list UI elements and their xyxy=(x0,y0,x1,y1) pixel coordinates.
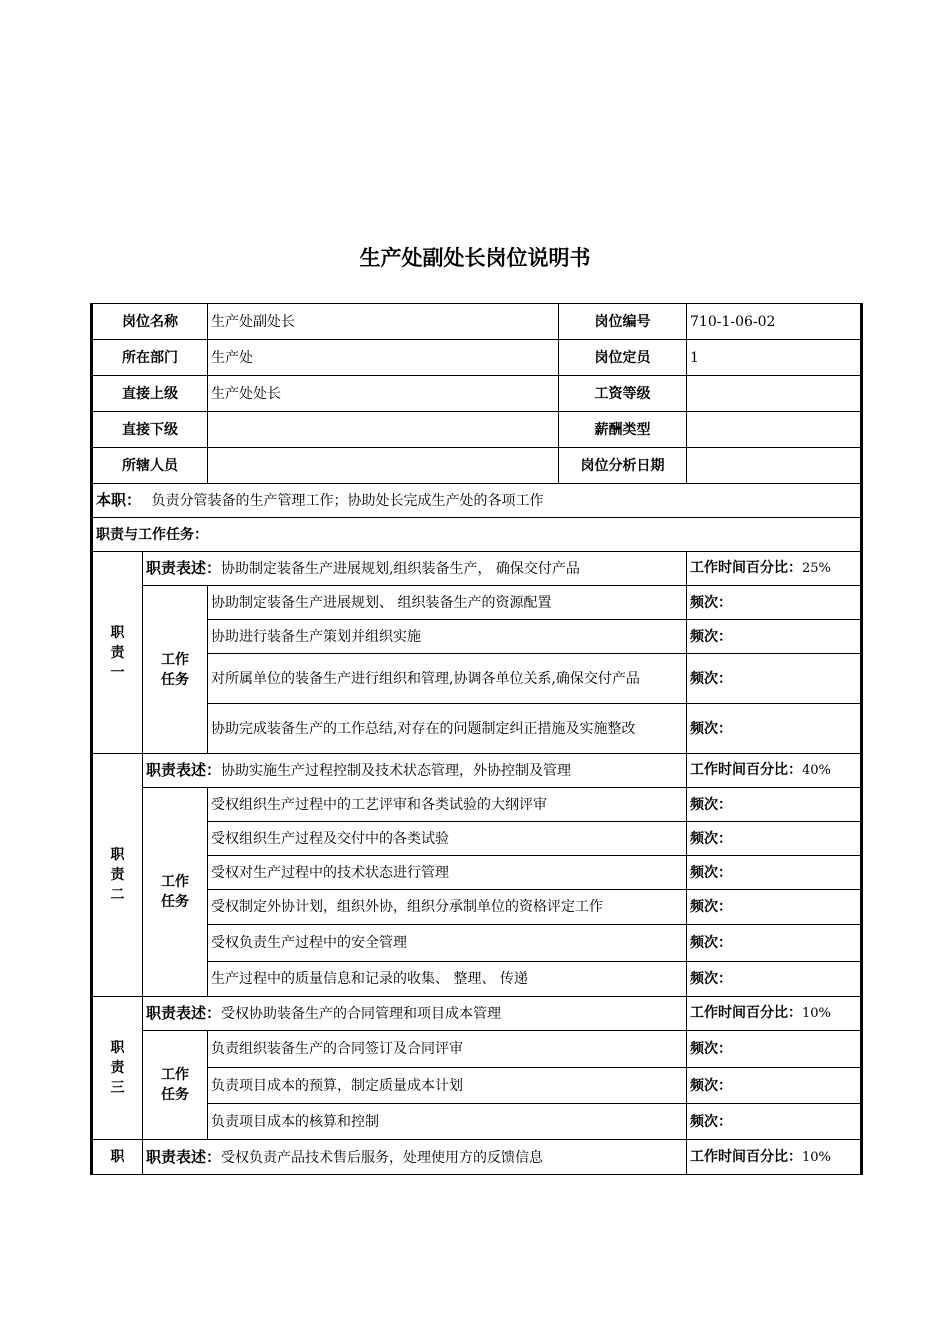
duty-4-desc-label: 职责表述： xyxy=(146,1147,222,1166)
duty-2-pct-cell xyxy=(687,754,862,788)
staff-value xyxy=(208,448,559,484)
duty-2-task-row xyxy=(92,822,862,856)
duty-2-task-row xyxy=(92,856,862,890)
duty-2-desc-row xyxy=(92,754,862,788)
duty-1-desc-label: 职责表述： xyxy=(146,559,222,577)
analysis-date-label: 岗位分析日期 xyxy=(559,448,687,484)
duty-4-label: 职 xyxy=(92,1140,143,1175)
duties-header-row xyxy=(92,518,862,552)
duty-2-desc-cell xyxy=(143,754,687,788)
duty-1-task-row xyxy=(92,704,862,754)
duty-3-task-2: 负责项目成本的预算，制定质量成本计划 xyxy=(208,1068,687,1104)
duty-2-task-5: 受权负责生产过程中的安全管理 xyxy=(208,925,687,962)
staff-label: 所辖人员 xyxy=(92,448,208,484)
superior-label: 直接上级 xyxy=(92,376,208,412)
duty-1-freq-3: 频次： xyxy=(687,654,862,704)
core-duty-cell xyxy=(92,484,862,518)
duty-2-freq-1: 频次： xyxy=(687,788,862,822)
duty-2-freq-2: 频次： xyxy=(687,822,862,856)
duty-2-task-row xyxy=(92,925,862,962)
duty-2-task-row xyxy=(92,962,862,997)
duty-1-freq-1: 频次： xyxy=(687,586,862,620)
duty-1-task-3: 对所属单位的装备生产进行组织和管理,协调各单位关系,确保交付产品 xyxy=(208,654,687,704)
duty-1-task-2: 协助进行装备生产策划并组织实施 xyxy=(208,620,687,654)
duty-3-task-row xyxy=(92,1031,862,1068)
duty-3-task-1: 负责组织装备生产的合同签订及合同评审 xyxy=(208,1031,687,1068)
pay-type-value xyxy=(687,412,862,448)
headcount-label: 岗位定员 xyxy=(559,340,687,376)
duty-4-pct-cell xyxy=(687,1140,862,1175)
position-code-label: 岗位编号 xyxy=(559,304,687,340)
salary-grade-label: 工资等级 xyxy=(559,376,687,412)
duty-3-freq-1: 频次： xyxy=(687,1031,862,1068)
duties-header: 职责与工作任务： xyxy=(92,518,862,552)
subordinate-value xyxy=(208,412,559,448)
duty-2-task-3: 受权对生产过程中的技术状态进行管理 xyxy=(208,856,687,890)
duty-2-task-row xyxy=(92,788,862,822)
duty-3-freq-3: 频次： xyxy=(687,1104,862,1140)
duty-1-task-row xyxy=(92,654,862,704)
position-name-value: 生产处副处长 xyxy=(208,304,559,340)
core-duty-text: 负责分管装备的生产管理工作；协助处长完成生产处的各项工作 xyxy=(151,493,544,509)
duty-2-label: 职 责 二 xyxy=(92,754,143,997)
duty-2-desc-label: 职责表述： xyxy=(146,761,222,779)
duty-1-desc: 协助制定装备生产进展规划,组织装备生产， 确保交付产品 xyxy=(221,561,580,577)
duty-3-pct-label: 工作时间百分比： xyxy=(690,1005,802,1021)
info-row-1 xyxy=(92,304,862,340)
info-row-3 xyxy=(92,376,862,412)
duty-3-freq-2: 频次： xyxy=(687,1068,862,1104)
subordinate-label: 直接下级 xyxy=(92,412,208,448)
duty-3-task-3: 负责项目成本的核算和控制 xyxy=(208,1104,687,1140)
duty-2-freq-3: 频次： xyxy=(687,856,862,890)
job-description-table xyxy=(90,303,863,1175)
info-row-4 xyxy=(92,412,862,448)
duty-3-pct: 10% xyxy=(802,1006,831,1021)
duty-1-task-label: 工作 任务 xyxy=(143,586,208,754)
duty-3-desc-cell xyxy=(143,997,687,1031)
duty-1-task-row xyxy=(92,586,862,620)
duty-1-task-1: 协助制定装备生产进展规划、 组织装备生产的资源配置 xyxy=(208,586,687,620)
duty-1-task-row xyxy=(92,620,862,654)
duty-1-task-4: 协助完成装备生产的工作总结,对存在的问题制定纠正措施及实施整改 xyxy=(208,704,687,754)
info-row-5 xyxy=(92,448,862,484)
superior-value: 生产处处长 xyxy=(208,376,559,412)
duty-2-task-1: 受权组织生产过程中的工艺评审和各类试验的大纲评审 xyxy=(208,788,687,822)
duty-4-pct-label: 工作时间百分比： xyxy=(690,1148,802,1165)
pay-type-label: 薪酬类型 xyxy=(559,412,687,448)
duty-2-task-2: 受权组织生产过程及交付中的各类试验 xyxy=(208,822,687,856)
analysis-date-value xyxy=(687,448,862,484)
info-row-2 xyxy=(92,340,862,376)
salary-grade-value xyxy=(687,376,862,412)
duty-2-pct-label: 工作时间百分比： xyxy=(690,762,802,778)
duty-2-freq-6: 频次： xyxy=(687,962,862,997)
duty-2-task-4: 受权制定外协计划，组织外协，组织分承制单位的资格评定工作 xyxy=(208,890,687,925)
department-value: 生产处 xyxy=(208,340,559,376)
duty-2-task-6: 生产过程中的质量信息和记录的收集、 整理、 传递 xyxy=(208,962,687,997)
duty-1-pct: 25% xyxy=(802,561,831,576)
core-duty-row xyxy=(92,484,862,518)
duty-4-desc-cell xyxy=(143,1140,687,1175)
duty-1-desc-cell xyxy=(143,552,687,586)
duty-4-desc-row xyxy=(92,1140,862,1175)
duty-1-pct-cell xyxy=(687,552,862,586)
duty-4-pct: 10% xyxy=(802,1149,831,1165)
duty-2-task-label: 工作 任务 xyxy=(143,788,208,997)
headcount-value: 1 xyxy=(687,340,862,376)
core-duty-label: 本职： xyxy=(96,491,142,509)
duty-3-desc-row xyxy=(92,997,862,1031)
duty-2-freq-5: 频次： xyxy=(687,925,862,962)
page-title: 生产处副处长岗位说明书 xyxy=(359,246,591,270)
duty-1-freq-2: 频次： xyxy=(687,620,862,654)
duty-3-desc-label: 职责表述： xyxy=(146,1004,222,1022)
duty-3-pct-cell xyxy=(687,997,862,1031)
position-name-label: 岗位名称 xyxy=(92,304,208,340)
duty-1-freq-4: 频次： xyxy=(687,704,862,754)
department-label: 所在部门 xyxy=(92,340,208,376)
duty-2-task-row xyxy=(92,890,862,925)
duty-2-freq-4: 频次： xyxy=(687,890,862,925)
duty-1-label: 职 责 一 xyxy=(92,552,143,754)
duty-3-label: 职 责 三 xyxy=(92,997,143,1140)
duty-3-task-row xyxy=(92,1104,862,1140)
duty-3-task-row xyxy=(92,1068,862,1104)
duty-1-desc-row xyxy=(92,552,862,586)
duty-3-task-label: 工作 任务 xyxy=(143,1031,208,1140)
duty-3-desc: 受权协助装备生产的合同管理和项目成本管理 xyxy=(221,1006,502,1022)
duty-2-desc: 协助实施生产过程控制及技术状态管理，外协控制及管理 xyxy=(221,763,572,779)
duty-2-pct: 40% xyxy=(802,763,831,778)
duty-4-desc: 受权负责产品技术售后服务，处理使用方的反馈信息 xyxy=(221,1149,544,1166)
duty-1-pct-label: 工作时间百分比： xyxy=(690,560,802,576)
position-code-value: 710-1-06-02 xyxy=(687,304,862,340)
